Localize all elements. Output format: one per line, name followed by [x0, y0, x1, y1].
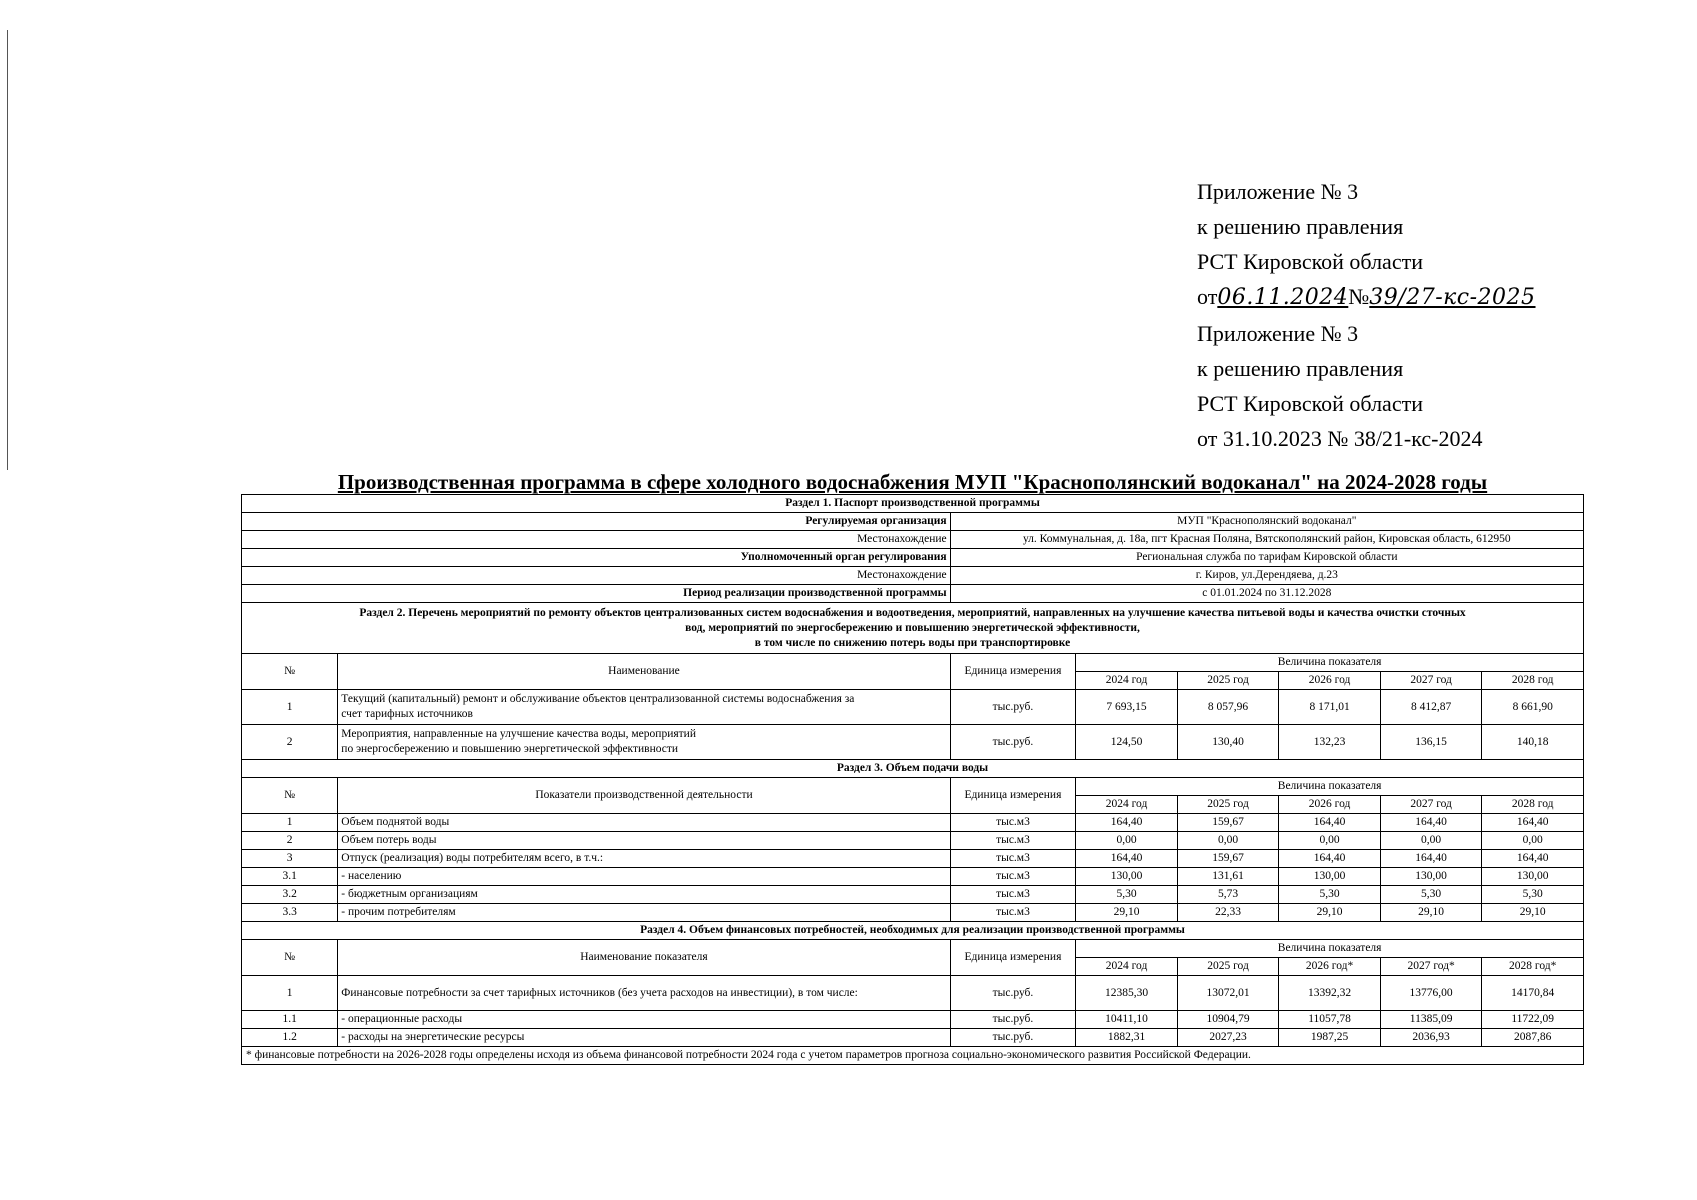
row-unit: тыс.руб.	[950, 690, 1076, 725]
passport-label: Местонахождение	[242, 567, 951, 585]
passport-value: с 01.01.2024 по 31.12.2028	[950, 585, 1583, 603]
row-num: 2	[242, 832, 338, 850]
row-value: 164,40	[1076, 850, 1178, 868]
row-num: 1	[242, 976, 338, 1011]
row-num: 1	[242, 690, 338, 725]
passport-label: Уполномоченный орган регулирования	[242, 549, 951, 567]
row-value: 8 171,01	[1279, 690, 1381, 725]
section2-title-line: вод, мероприятий по энергосбережению и повышению энергетической эффективности,	[685, 621, 1140, 634]
row-num: 3.3	[242, 904, 338, 922]
row-unit: тыс.руб.	[950, 976, 1076, 1011]
annex-line: РСТ Кировской области	[1197, 391, 1423, 416]
row-name-line: счет тарифных источников	[341, 708, 473, 720]
table-row	[242, 886, 1584, 904]
row-num: 3.2	[242, 886, 338, 904]
row-unit: тыс.руб.	[950, 1011, 1076, 1029]
section2-title	[242, 603, 1584, 654]
passport-value: Региональная служба по тарифам Кировской области	[950, 549, 1583, 567]
row-num: 2	[242, 725, 338, 760]
row-unit: тыс.руб.	[950, 1029, 1076, 1047]
col-header-name: Наименование показателя	[338, 940, 950, 976]
row-value: 130,00	[1380, 868, 1482, 886]
row-name: - операционные расходы	[338, 1011, 950, 1029]
passport-value: г. Киров, ул.Дерендяева, д.23	[950, 567, 1583, 585]
section4-rows	[242, 976, 1584, 1047]
annex-line: к решению правления	[1197, 214, 1404, 239]
row-value: 159,67	[1177, 850, 1279, 868]
row-name-line: Текущий (капитальный) ремонт и обслуживание объектов централизованной системы водоснабжения за	[341, 693, 855, 705]
passport-value: ул. Коммунальная, д. 18а, пгт Красная Поляна, Вятскополянский район, Кировская область, 612950	[950, 531, 1583, 549]
section2-title-line: Раздел 2. Перечень мероприятий по ремонту объектов централизованных систем водоснабжения и водоотведения, мероприятий, направленных на улучшение качества питьевой воды и качества очистки сточных	[359, 606, 1466, 619]
col-header-unit: Единица измерения	[950, 778, 1076, 814]
row-unit: тыс.м3	[950, 832, 1076, 850]
table-row	[242, 725, 1584, 760]
row-value: 2087,86	[1482, 1029, 1584, 1047]
col-header-year: 2028 год	[1482, 796, 1584, 814]
passport-label: Регулируемая организация	[242, 513, 951, 531]
date-prefix: от	[1197, 284, 1218, 309]
table-row	[242, 814, 1584, 832]
passport-row	[242, 549, 1584, 567]
number-prefix: №	[1348, 284, 1370, 309]
row-name: Финансовые потребности за счет тарифных источников (без учета расходов на инвестиции), в том числе:	[338, 976, 950, 1011]
col-header-year: 2026 год	[1279, 796, 1381, 814]
left-margin-line	[7, 30, 8, 470]
annex-previous-header	[1197, 316, 1482, 456]
row-name: - населению	[338, 868, 950, 886]
row-name: - прочим потребителям	[338, 904, 950, 922]
row-value: 8 412,87	[1380, 690, 1482, 725]
col-header-value: Величина показателя	[1076, 940, 1584, 958]
row-value: 130,40	[1177, 725, 1279, 760]
row-value: 164,40	[1076, 814, 1178, 832]
passport-row	[242, 567, 1584, 585]
row-value: 130,00	[1279, 868, 1381, 886]
col-header-year: 2024 год	[1076, 958, 1178, 976]
table-row	[242, 690, 1584, 725]
row-value: 13392,32	[1279, 976, 1381, 1011]
row-value: 13776,00	[1380, 976, 1482, 1011]
section3-rows	[242, 814, 1584, 922]
passport-label: Период реализации производственной программы	[242, 585, 951, 603]
annex-current-header	[1197, 174, 1536, 315]
row-value: 5,30	[1380, 886, 1482, 904]
passport-value: МУП "Краснополянский водоканал"	[950, 513, 1583, 531]
row-name: - расходы на энергетические ресурсы	[338, 1029, 950, 1047]
col-header-year: 2027 год	[1380, 672, 1482, 690]
annex-line: от 31.10.2023 № 38/21-кс-2024	[1197, 426, 1483, 451]
row-value: 136,15	[1380, 725, 1482, 760]
row-unit: тыс.руб.	[950, 725, 1076, 760]
row-value: 2027,23	[1177, 1029, 1279, 1047]
annex-title: Приложение № 3	[1197, 179, 1359, 204]
col-header-name: Наименование	[338, 654, 950, 690]
row-value: 132,23	[1279, 725, 1381, 760]
row-value: 8 057,96	[1177, 690, 1279, 725]
table-row	[242, 976, 1584, 1011]
handwritten-date: 06.11.2024	[1217, 285, 1349, 310]
row-value: 164,40	[1279, 850, 1381, 868]
annex-title: Приложение № 3	[1197, 321, 1359, 346]
section4-title: Раздел 4. Объем финансовых потребностей, необходимых для реализации производственной программы	[242, 922, 1584, 940]
row-name: - бюджетным организациям	[338, 886, 950, 904]
row-value: 29,10	[1380, 904, 1482, 922]
passport-row	[242, 585, 1584, 603]
row-unit: тыс.м3	[950, 904, 1076, 922]
col-header-num: №	[242, 654, 338, 690]
row-value: 14170,84	[1482, 976, 1584, 1011]
col-header-year: 2026 год	[1279, 672, 1381, 690]
row-value: 164,40	[1482, 814, 1584, 832]
row-value: 164,40	[1482, 850, 1584, 868]
table-row	[242, 1029, 1584, 1047]
row-name: Объем поднятой воды	[338, 814, 950, 832]
row-value: 10411,10	[1076, 1011, 1178, 1029]
passport-label: Местонахождение	[242, 531, 951, 549]
col-header-year: 2025 год	[1177, 958, 1279, 976]
col-header-num: №	[242, 940, 338, 976]
row-num: 3	[242, 850, 338, 868]
row-num: 1	[242, 814, 338, 832]
annex-line: РСТ Кировской области	[1197, 249, 1423, 274]
handwritten-number: 39/27-кс-2025	[1369, 285, 1536, 310]
program-table	[241, 494, 1584, 1065]
section3-title: Раздел 3. Объем подачи воды	[242, 760, 1584, 778]
row-unit: тыс.м3	[950, 850, 1076, 868]
row-value: 124,50	[1076, 725, 1178, 760]
col-header-year: 2027 год*	[1380, 958, 1482, 976]
row-value: 1882,31	[1076, 1029, 1178, 1047]
row-value: 159,67	[1177, 814, 1279, 832]
row-unit: тыс.м3	[950, 868, 1076, 886]
row-value: 164,40	[1279, 814, 1381, 832]
col-header-unit: Единица измерения	[950, 654, 1076, 690]
row-value: 0,00	[1482, 832, 1584, 850]
passport-row	[242, 531, 1584, 549]
row-value: 0,00	[1380, 832, 1482, 850]
row-value: 11722,09	[1482, 1011, 1584, 1029]
col-header-year: 2027 год	[1380, 796, 1482, 814]
row-value: 2036,93	[1380, 1029, 1482, 1047]
row-value: 164,40	[1380, 814, 1482, 832]
row-value: 130,00	[1076, 868, 1178, 886]
annex-date-line	[1197, 279, 1536, 315]
row-value: 5,30	[1482, 886, 1584, 904]
row-value: 29,10	[1076, 904, 1178, 922]
table-row	[242, 904, 1584, 922]
row-name: Объем потерь воды	[338, 832, 950, 850]
col-header-year: 2024 год	[1076, 796, 1178, 814]
row-value: 130,00	[1482, 868, 1584, 886]
passport-row	[242, 513, 1584, 531]
table-row	[242, 868, 1584, 886]
row-value: 140,18	[1482, 725, 1584, 760]
row-name	[338, 725, 950, 760]
row-value: 11057,78	[1279, 1011, 1381, 1029]
col-header-num: №	[242, 778, 338, 814]
annex-line: к решению правления	[1197, 356, 1404, 381]
row-value: 13072,01	[1177, 976, 1279, 1011]
section1-title: Раздел 1. Паспорт производственной программы	[242, 495, 1584, 513]
row-num: 1.1	[242, 1011, 338, 1029]
row-value: 5,30	[1076, 886, 1178, 904]
row-name	[338, 690, 950, 725]
row-value: 0,00	[1177, 832, 1279, 850]
row-value: 5,73	[1177, 886, 1279, 904]
row-name-line: по энергосбережению и повышению энергетической эффективности	[341, 743, 679, 755]
row-value: 12385,30	[1076, 976, 1178, 1011]
col-header-year: 2028 год	[1482, 672, 1584, 690]
col-header-year: 2026 год*	[1279, 958, 1381, 976]
section2-title-line: в том числе по снижению потерь воды при транспортировке	[754, 636, 1071, 649]
row-value: 29,10	[1279, 904, 1381, 922]
table-row	[242, 832, 1584, 850]
row-name-line: Мероприятия, направленные на улучшение качества воды, мероприятий	[341, 728, 696, 740]
row-num: 1.2	[242, 1029, 338, 1047]
col-header-year: 2028 год*	[1482, 958, 1584, 976]
col-header-name: Показатели производственной деятельности	[338, 778, 950, 814]
row-value: 11385,09	[1380, 1011, 1482, 1029]
col-header-unit: Единица измерения	[950, 940, 1076, 976]
row-num: 3.1	[242, 868, 338, 886]
row-value: 1987,25	[1279, 1029, 1381, 1047]
row-value: 22,33	[1177, 904, 1279, 922]
row-unit: тыс.м3	[950, 814, 1076, 832]
footnote: * финансовые потребности на 2026-2028 годы определены исходя из объема финансовой потребности 2024 года с учетом параметров прогноза социально-экономического развития Российской Федерации.	[242, 1047, 1584, 1065]
col-header-year: 2024 год	[1076, 672, 1178, 690]
row-value: 164,40	[1380, 850, 1482, 868]
col-header-value: Величина показателя	[1076, 654, 1584, 672]
row-value: 0,00	[1076, 832, 1178, 850]
row-value: 7 693,15	[1076, 690, 1178, 725]
row-value: 10904,79	[1177, 1011, 1279, 1029]
document-title: Производственная программа в сфере холодного водоснабжения МУП "Краснополянский водоканал" на 2024-2028 годы	[337, 470, 1488, 494]
row-name: Отпуск (реализация) воды потребителям всего, в т.ч.:	[338, 850, 950, 868]
col-header-year: 2025 год	[1177, 796, 1279, 814]
col-header-value: Величина показателя	[1076, 778, 1584, 796]
table-row	[242, 1011, 1584, 1029]
row-value: 29,10	[1482, 904, 1584, 922]
col-header-year: 2025 год	[1177, 672, 1279, 690]
row-value: 131,61	[1177, 868, 1279, 886]
table-row	[242, 850, 1584, 868]
row-value: 5,30	[1279, 886, 1381, 904]
row-unit: тыс.м3	[950, 886, 1076, 904]
row-value: 8 661,90	[1482, 690, 1584, 725]
row-value: 0,00	[1279, 832, 1381, 850]
